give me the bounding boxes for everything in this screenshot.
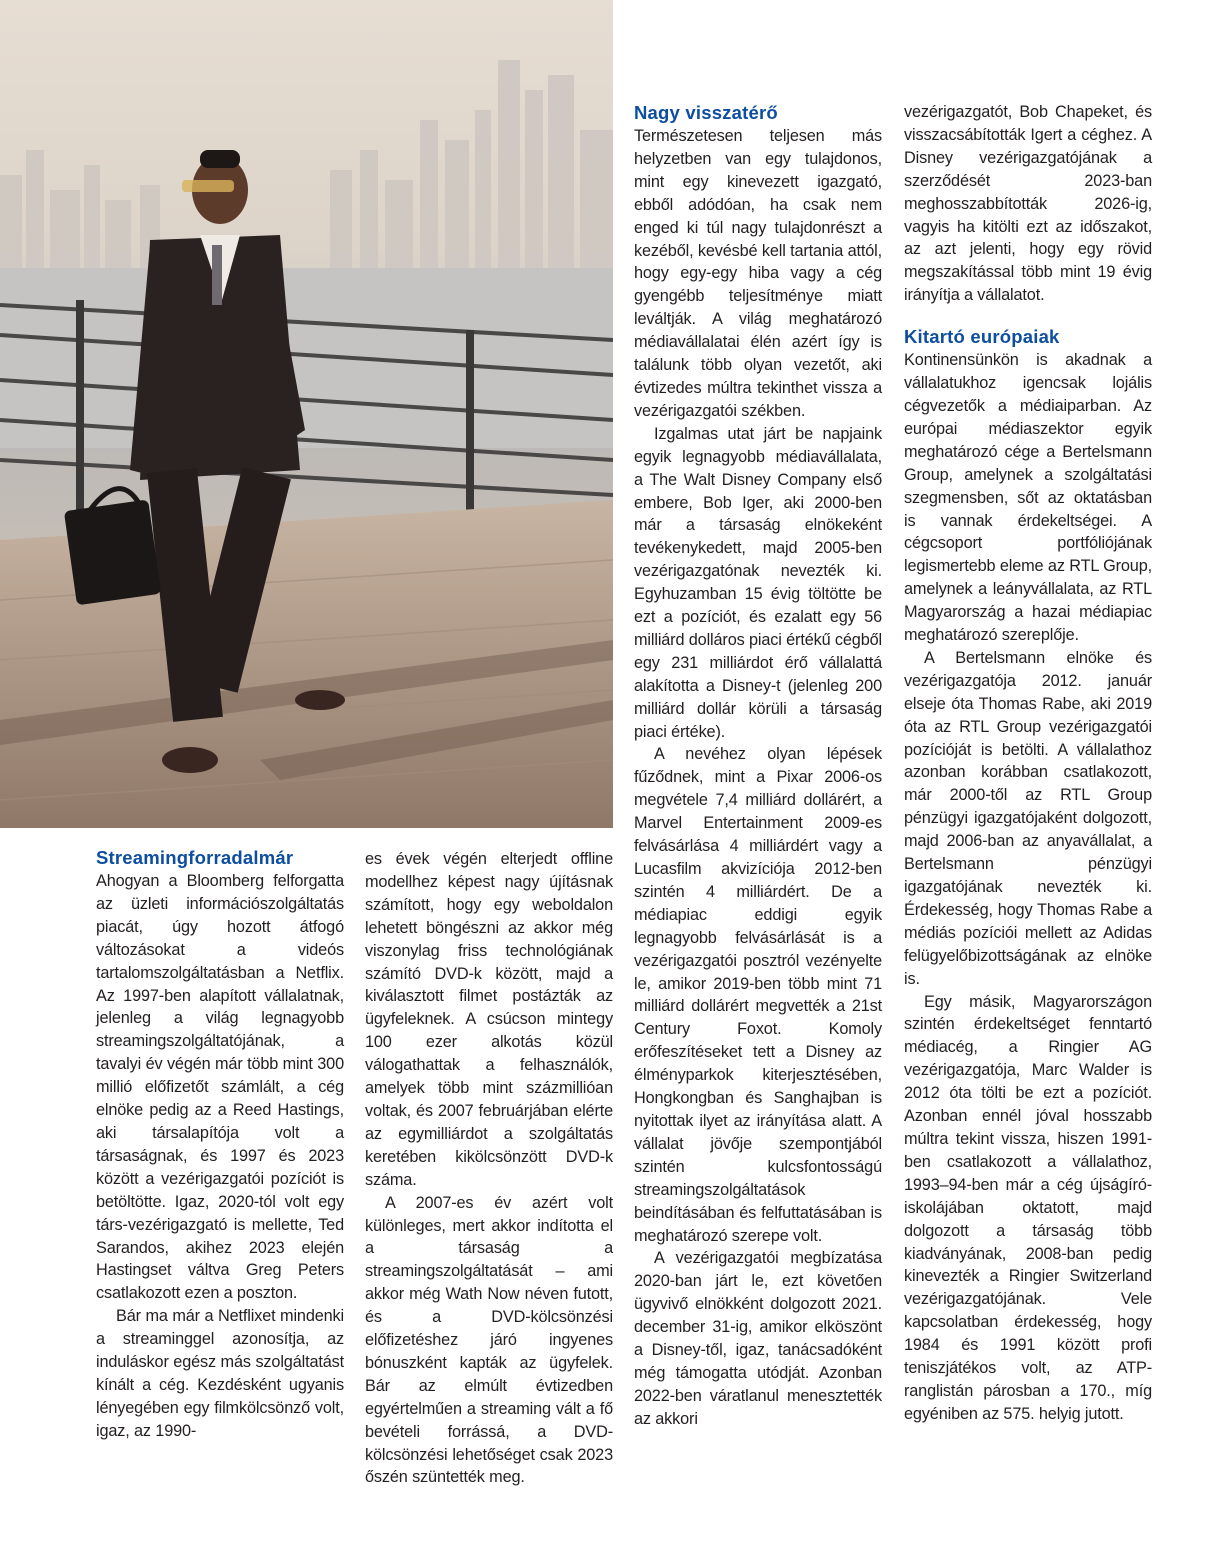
paragraph: vezérigazgatót, Bob Chapeket, és visszacsábították Igert a céghez. A Disney vezérigazgatójának a szerződését 2023-ban meghosszabbították 2026-ig, vagyis ha kitölti ezt az időszakot, az azt jelenti, hogy egy rövid megszakítással több mint 19 évig irányítja a vállalatot.	[904, 103, 1152, 305]
paragraph: Bár ma már a Netflixet mindenki a streaminggel azonosítja, az induláskor egész más szolgáltatást kínált a cég. Kezdésként ugyanis lényegében egy filmkölcsönző volt, igaz, az 1990-	[96, 1307, 344, 1440]
paragraph: A nevéhez olyan lépések fűződnek, mint a Pixar 2006-os megvétele 7,4 milliárd dollárért, a Marvel Entertainment 2009-es felvásárlása 4 milliárdért vagy a Lucasfilm akvizíciója 2012-ben szintén 4 milliárdért. De a médiapiac eddigi egyik legnagyobb felvásárlását is a vezérigazgatói posztról vezényelte le, amikor 2019-ben több mint 71 milliárd dollárért megvették a 21st Century Foxot. Komoly erőfeszítéseket tett a Disney az élményparkok kiterjesztésében, Hongkongban és Sanghajban is nyitottak ilyet az irányítása alatt. A vállalat jövője szempontjából szintén kulcsfontosságú streamingszolgáltatások beindításában és felfuttatásában is meghatározó szerepe volt.	[634, 745, 882, 1245]
section-heading-streaming: Streamingforradalmár	[96, 847, 294, 868]
paragraph: Izgalmas utat járt be napjaink egyik legnagyobb médiavállalata, a The Walt Disney Company első embere, Bob Iger, aki 2000-ben már a társaság elnökeként tevékenykedett, majd 2005-ben vezérigazgatónak nevezték ki. Egyhuzamban 15 évig töltötte be ezt a pozíciót, és ezalatt egy 56 milliárd dolláros piaci értékű cégből egy 231 milliárdot érő vállalattá alakította a Disney-t (jelenleg 200 milliárd dollár körüli a társaság piaci értéke).	[634, 424, 882, 741]
column-4	[904, 101, 1152, 1426]
column-3	[634, 101, 882, 1431]
paragraph: Egy másik, Magyarországon szintén érdekeltséget fenntartó médiacég, a Ringier AG vezérigazgatója, Marc Walder is 2012 óta tölti be ezt a pozíciót. Azonban ennél jóval hosszabb múltra tekint vissza, hiszen 1991-ben csatlakozott a vállalathoz, 1993–94-ben már a cég újságíró-iskolájában oktatott, majd dolgozott a társaság több kiadványának, 2008-ban pedig kinevezték a Ringier Switzerland vezérigazgatójának. Vele kapcsolatban érdekesség, hogy 1984 és 1991 között profi teniszjátékos volt, az ATP-ranglistán párosban a 170., míg egyéniben az 575. helyig jutott.	[904, 992, 1152, 1423]
paragraph: Kontinensünkön is akadnak a vállalatukhoz igencsak lojális cégvezetők a médiaiparban. Az európai médiaszektor egyik meghatározó cége a Bertelsmann Group, amelynek a szolgáltatási szegmensben, sőt az oktatásban is vannak érdekeltségei. A cégcsoport portfóliójának legismertebb eleme az RTL Group, amelynek a leányvállalata, az RTL Magyarország a hazai médiapiac meghatározó szereplője.	[904, 351, 1152, 645]
paragraph: A 2007-es év azért volt különleges, mert akkor indította el a társaság a streamingszolgáltatását – ami akkor még Wath Now néven futott, és a DVD-kölcsönzési előfizetéshez járó ingyenes bónuszként kapták az ügyfelek. Bár az elmúlt évtizedben egyértelműen a streaming vált a fő bevételi forrássá, a DVD-kölcsönzési lehetőséget csak 2023 őszén szüntették meg.	[365, 1193, 613, 1487]
article-photo	[0, 0, 613, 828]
paragraph: A vezérigazgatói megbízatása 2020-ban járt le, ezt követően ügyvivő elnökként dolgozott 2021. december 31-ig, amikor elköszönt a Disney-től, igaz, tanácsadóként még támogatta utódját. Azonban 2022-ben váratlanul menesztették az akkori	[634, 1249, 882, 1428]
paragraph: es évek végén elterjedt offline modellhez képest nagy újításnak számított, hogy egy weboldalon lehetett böngészni az akkor még viszonylag friss technológiának számító DVD-k között, majd a kiválasztott filmet postázták az ügyfeleknek. A csúcson mintegy 100 ezer alkotás közül válogathattak a felhasználók, amelyek több mint százmillióan voltak, és 2007 februárjában elérte az egymilliárdot a szolgáltatás keretében kikölcsönzött DVD-k száma.	[365, 850, 613, 1189]
section-heading-europaiak: Kitartó európaiak	[904, 326, 1060, 348]
paragraph: Természetesen teljesen más helyzetben van egy tulajdonos, mint egy kinevezett igazgató, ebből adódóan, ha csak nem enged ki túl nagy tulajdonrészt a kezéből, kevésbé kell tartania attól, hogy egy-egy hiba vagy a cég gyengébb teljesítménye miatt leváltják. A világ meghatározó médiavállalatai élén azért így is találunk több olyan vezetőt, aki évtizedes múltra tekinthet vissza a vezérigazgatói székben.	[634, 127, 882, 420]
paragraph: Ahogyan a Bloomberg felforgatta az üzleti információszolgáltatás piacát, úgy hozott átfogó változásokat a videós tartalomszolgáltatásban a Netflix. Az 1997-ben alapított vállalatnak, jelenleg a világ legnagyobb streamingszolgáltatójának, a tavalyi év végén már több mint 300 millió előfizetőt számlált, a cég elnöke pedig az a Reed Hastings, aki társalapítója volt a társaságnak, és 1997 és 2023 között a vezérigazgatói pozíciót is betöltötte. Igaz, 2020-tól volt egy társ-vezérigazgató is mellette, Ted Sarandos, akihez 2023 elején Hastingset váltva Greg Peters csatlakozott ezen a poszton.	[96, 872, 344, 1303]
businessman-walking-photo-icon	[0, 0, 613, 828]
column-1	[96, 846, 344, 1443]
paragraph: A Bertelsmann elnöke és vezérigazgatója 2012. január elseje óta Thomas Rabe, aki 2019 óta az RTL Group vezérigazgatói pozícióját is betölti. A vállalathoz azonban korábban csatlakozott, már 2000-től az RTL Group pénzügyi igazgatójaként dolgozott, majd 2006-ban az anyavállalat, a Bertelsmann pénzügyi igazgatójának nevezték ki. Érdekesség, hogy Thomas Rabe a médiás pozíciói mellett az Adidas felügyelőbizottságának az elnöke is.	[904, 648, 1152, 988]
column-2	[365, 848, 613, 1489]
section-heading-visszatero: Nagy visszatérő	[634, 102, 778, 123]
